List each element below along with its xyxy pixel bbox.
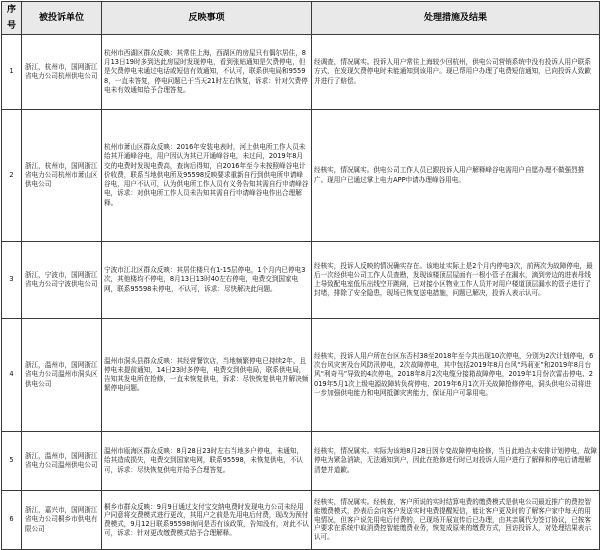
row-report: 杭州市西湖区群众反映：其常住上海，西湖区的房屋只有偶尔居住，8月13日19时多到达此房屋时发现停电，看到张贴通知是欠费停电，但是欠费停电未通过电话或短信有效通知，不认可，联系供电局和95598，一直未答复，停电问题已于当天21时左右恢复，诉求：针对欠费停电未有效通知给予合理答复。 [102, 35, 312, 110]
table-row [2, 110, 600, 242]
row-unit: 浙江，杭州市，国网浙江省电力公司杭州供电公司 [22, 35, 102, 110]
row-result: 经核实，投诉人反映的情况确实存在。该地址实际上是2个月内停电3次，前两次为故障停电，最后一次经供电公司工作人员查勘，发现该楼顶层屋面有一根小管子在漏水，滴到旁边的进表母线上导致配电室低压出线空开跳闸，已对接小区物业工作人员并对用户楼道顶层漏水的管子进行了封堵，排除了安全隐患，现场已恢复送电措施，问题已解决，投诉人表示认可。 [312, 242, 600, 319]
header-unit: 被投诉单位 [22, 2, 102, 35]
row-unit: 浙江，温州市，国网浙江省电力公司温州市洞头区供电公司 [22, 319, 102, 432]
row-report: 杭州市萧山区群众反映：2016年安装电表时，河上供电所工作人员未给其开通峰谷电，用户因认为其已开通峰谷电，未过问，2019年8月交的电费时发现电费高，查询后得知，自2016年至今未按照峰谷电计价收费，联系当地供电所及95598反映要求重新自行到供电所申请峰谷电，用户不认可，认为供电所工作人员有义务告知其需自行申请峰谷电，诉求：对供电所工作人员未告知其需自行申请峰谷电作出合理解释。 [102, 110, 312, 242]
header-result: 处理措施及结果 [312, 2, 600, 35]
row-seq: 3 [2, 242, 22, 319]
header-seq: 序号 [2, 2, 22, 35]
row-result: 经调查，情况属实。投诉人用户常住上海较少回杭州，供电公司营销系统中没有投诉人用户联系方式，在发现欠费停电时未能通知到该用户。现已帮用户办理了电费短信通知，已向投诉人致歉并进行了赔偿。 [312, 35, 600, 110]
row-report: 宁波市江北区群众反映：其居住楼只有1-15层停电，1个月内已停电3次，其他楼均不停电，8月13日13时40左右停电，电费交到国家电网，联系95598未停电，不认可，诉求：尽快解决此问题。 [102, 242, 312, 319]
row-report: 桐乡市群众反映：9月9日通过支付宝交纳电费时发现电力公司未经用户同意将交费模式进行更改，其用户之前是先用电后付费，现改为预付费模式，9月12日联系95598询问是否有该政策，告知没有，对此不认可，诉求：针对更改缴费模式给予合理解释。 [102, 491, 312, 550]
row-unit: 浙江，嘉兴市，国网浙江省电力公司桐乡市供电有限公司 [22, 491, 102, 550]
row-unit: 浙江，杭州市，国网浙江省电力公司杭州市萧山区供电公司 [22, 110, 102, 242]
row-result: 经核实，情况属实。供电公司工作人员已跟投诉人用户解释峰谷电需用户自愿办理不做强烈推广。现用户已通过掌上电力APP申请办理峰谷用电。 [312, 110, 600, 242]
row-result: 经核实，情况属实。经核查，客户所说的实时结算电费的缴费模式是供电公司最近推广的费控智能缴费模式，抄表后会向客户发送实时电费提醒短信，能让客户更及时的了解客户家中每天的用电情况，但客户说先用电后付费的，已现场开展宣传后已办理，由其亲属代为签订协议，已按客户要求在系统中取消费控智能缴费业务，恢复成原来的缴费方式，回访投诉人，对处理结果表示认可。 [312, 491, 600, 550]
row-unit: 浙江，宁波市，国网浙江省电力公司宁波供电公司 [22, 242, 102, 319]
complaint-table-sheet [1, 1, 599, 542]
row-seq: 1 [2, 35, 22, 110]
row-seq: 5 [2, 432, 22, 491]
table-row [2, 242, 600, 319]
table-header-row [2, 2, 600, 35]
table-row [2, 319, 600, 432]
row-report: 温州市洞头县群众反映：其经营餐饮店，当地频繁停电已持续2年，且停电未提前通知，14日23时多停电，电费交到供电局，联系供电局，告知其发电所在抢修，一直未恢复供电，诉求：尽快恢复供电并解决频繁停电问题。 [102, 319, 312, 432]
table-row [2, 432, 600, 491]
row-seq: 2 [2, 110, 22, 242]
row-result: 经核实，投诉人用户所在台区东否村38至2018年至今共出现10次停电，分别为2次计划停电，6次台风灾害及台风防汛停电，2次故障停电，其中包括2019年8月台风“玛莉亚”和2019年8月台风“利奇马”导致的4次停电，2018年8月2次电缆分接箱故障停电，2019年1月份次雷击停电、2019年5月1次上级电源故障转负荷停电、2019年6月1次开关故障抢修停电，洞头供电公司将进一步加强供电能力和电网抵御灾害能力，保证用户可靠用电。 [312, 319, 600, 432]
row-seq: 6 [2, 491, 22, 550]
row-result: 经核实，情况属实。实际为该地8月28日因专变故障停电检修，当日此地点未安排计划停电，故障停电为紧急消缺，无法通知到户，因此在抢修进行时已对投诉人用户进行了解释和停电后请理解清楚并道歉。 [312, 432, 600, 491]
row-report: 温州市瓯海区群众反映：8月28日23时左右当地多户停电，未通知，给其造成损失，电费交到国家电网，联系95598，未恢复供电，不认可，诉求：尽快恢复供电并给予合理答复。 [102, 432, 312, 491]
table-row [2, 35, 600, 110]
header-report: 反映事项 [102, 2, 312, 35]
complaint-table [1, 1, 600, 550]
row-unit: 浙江，温州市，国网浙江省电力公司温州供电公司 [22, 432, 102, 491]
row-seq: 4 [2, 319, 22, 432]
table-row [2, 491, 600, 550]
